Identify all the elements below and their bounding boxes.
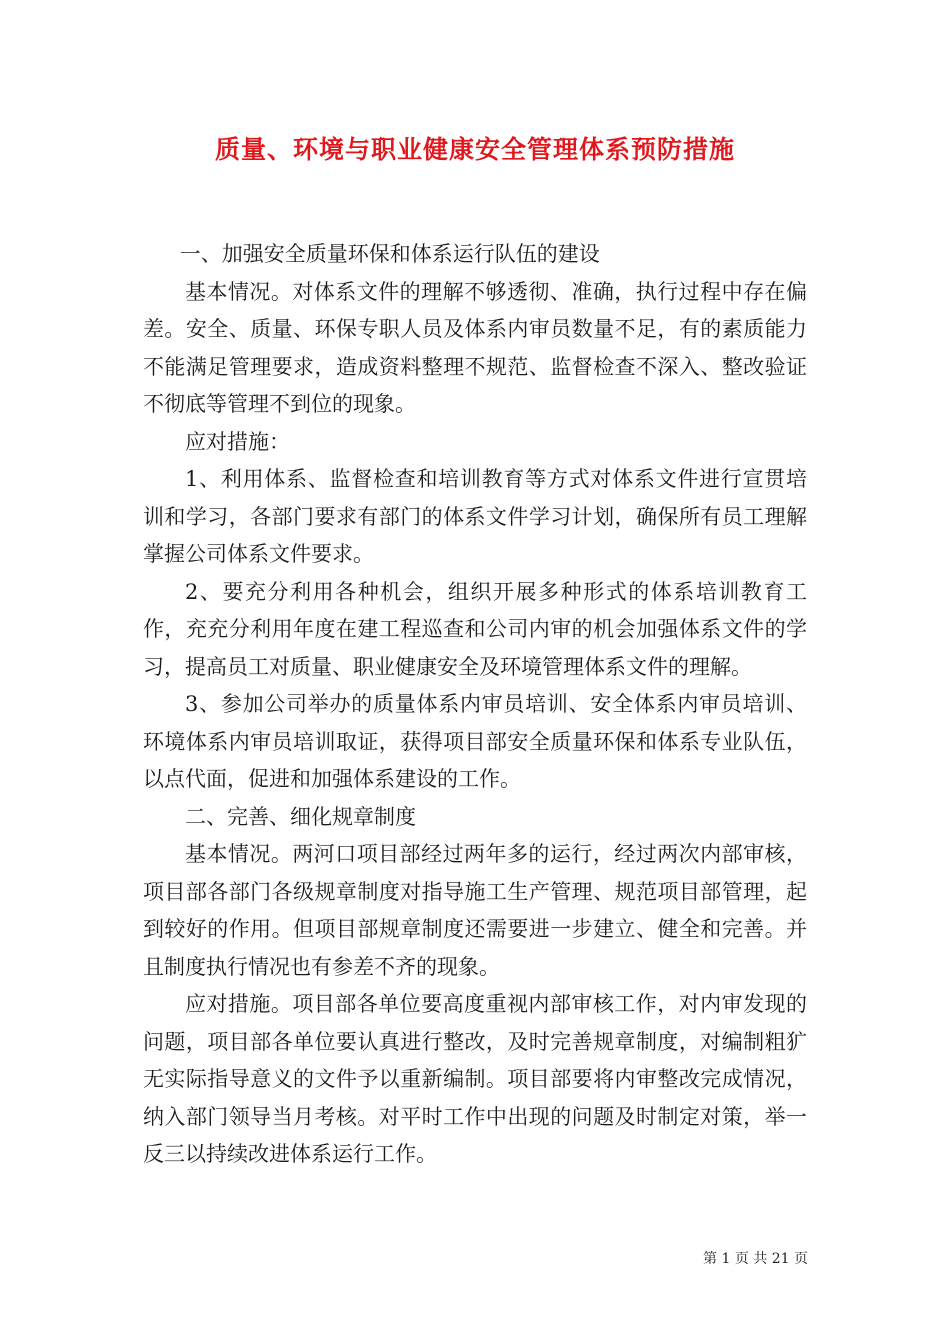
section-heading-1: 一、加强安全质量环保和体系运行队伍的建设 [179,242,600,266]
paragraph-measure-3: 3、参加公司举办的质量体系内审员培训、安全体系内审员培训、环境体系内审员培训取证，获得项目部安全质量环保和体系专业队伍，以点代面，促进和加强体系建设的工作。 [143,692,807,791]
document-title: 质量、环境与职业健康安全管理体系预防措施 [214,135,735,164]
paragraph-measure-2: 2、要充分利用各种机会，组织开展多种形式的体系培训教育工作，充充分利用年度在建工程巡查和公司内审的机会加强体系文件的学习，提高员工对质量、职业健康安全及环境管理体系文件的理解。 [143,579,807,679]
paragraph-measure-1: 1、利用体系、监督检查和培训教育等方式对体系文件进行宣贯培训和学习，各部门要求有部门的体系文件学习计划，确保所有员工理解掌握公司体系文件要求。 [143,467,807,566]
document-body [143,236,807,1174]
paragraph-basic-situation-1: 基本情况。对体系文件的理解不够透彻、准确，执行过程中存在偏差。安全、质量、环保专职人员及体系内审员数量不足，有的素质能力不能满足管理要求，造成资料整理不规范、监督检查不深入、整改验证不彻底等管理不到位的现象。 [143,279,807,416]
section-heading-2: 二、完善、细化规章制度 [185,804,416,829]
paragraph-measures-label: 应对措施： [185,429,290,454]
paragraph-basic-situation-2: 基本情况。两河口项目部经过两年多的运行，经过两次内部审核，项目部各部门各级规章制度对指导施工生产管理、规范项目部管理，起到较好的作用。但项目部规章制度还需要进一步建立、健全和完善。并且制度执行情况也有参差不齐的现象。 [143,842,807,979]
paragraph-measures-2: 应对措施。项目部各单位要高度重视内部审核工作，对内审发现的问题，项目部各单位要认真进行整改，及时完善规章制度，对编制粗犷无实际指导意义的文件予以重新编制。项目部要将内审整改完成情况，纳入部门领导当月考核。对平时工作中出现的问题及时制定对策，举一反三以持续改进体系运行工作。 [143,992,807,1166]
page-number-footer: 第 1 页 共 21 页 [703,1251,808,1267]
